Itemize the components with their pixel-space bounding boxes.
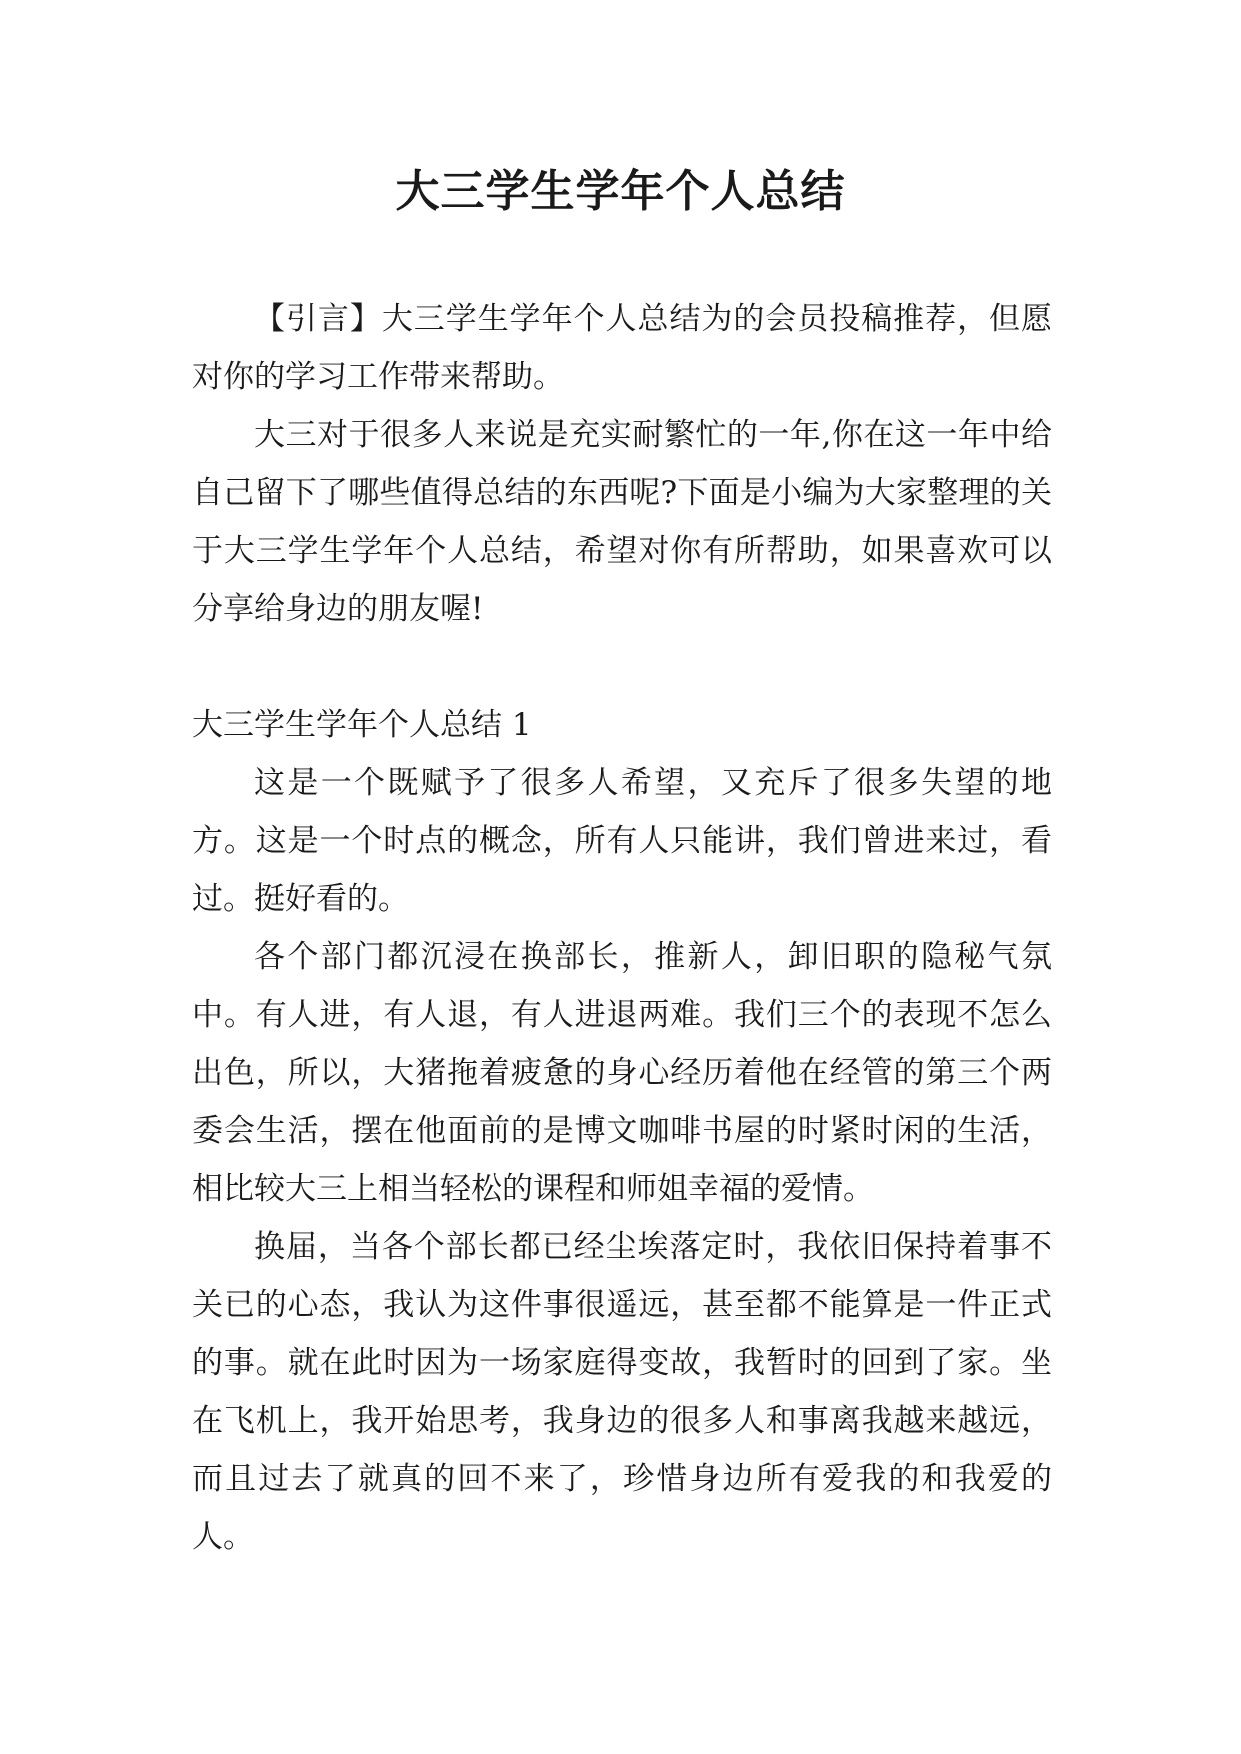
intro-paragraph: 【引言】大三学生学年个人总结为的会员投稿推荐，但愿对你的学习工作带来帮助。 [192,301,1052,395]
section-paragraph: 各个部门都沉浸在换部长，推新人，卸旧职的隐秘气氛中。有人进，有人退，有人进退两难。我们三个的表现不怎么出色，所以，大猪拖着疲惫的身心经历着他在经管的第三个两委会生活，摆在他面前的是博文咖啡书屋的时紧时闲的生活，相比较大三上相当轻松的课程和师姐幸福的爱情。 [192,939,1052,1207]
document-title: 大三学生学年个人总结 [395,166,846,217]
section-heading: 大三学生学年个人总结 1 [192,707,532,743]
intro-paragraph: 大三对于很多人来说是充实耐繁忙的一年,你在这一年中给自己留下了哪些值得总结的东西呢?下面是小编为大家整理的关于大三学生学年个人总结，希望对你有所帮助，如果喜欢可以分享给身边的朋友喔! [192,417,1052,627]
document-body [192,290,1052,1566]
section-paragraph: 这是一个既赋予了很多人希望，又充斥了很多失望的地方。这是一个时点的概念，所有人只能讲，我们曾进来过，看过。挺好看的。 [192,765,1052,917]
section-paragraph: 换届，当各个部长都已经尘埃落定时，我依旧保持着事不关已的心态，我认为这件事很遥远，甚至都不能算是一件正式的事。就在此时因为一场家庭得变故，我暂时的回到了家。坐在飞机上，我开始思考，我身边的很多人和事离我越来越远，而且过去了就真的回不来了，珍惜身边所有爱我的和我爱的人。 [192,1229,1052,1555]
